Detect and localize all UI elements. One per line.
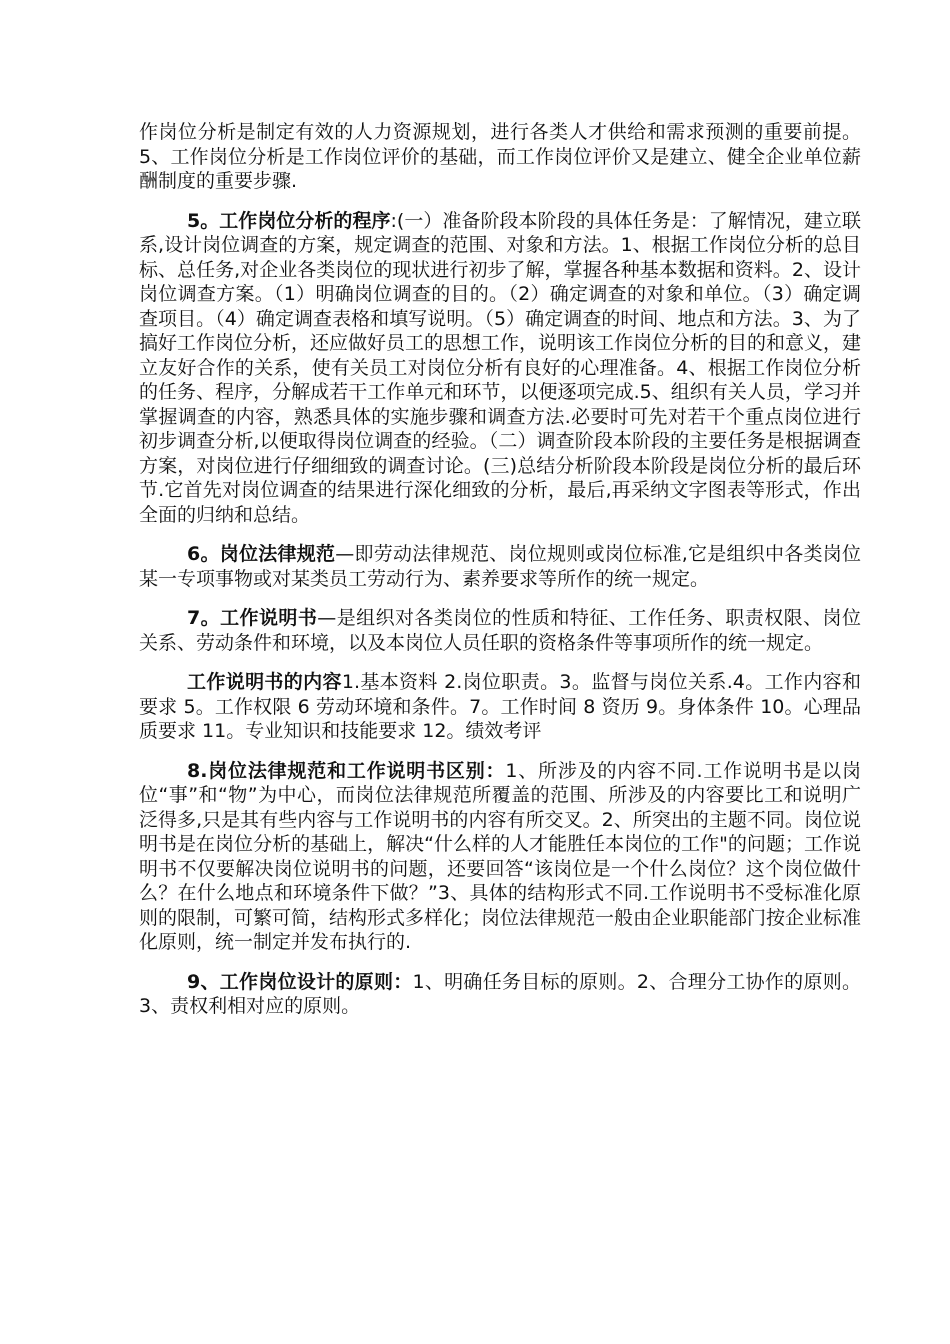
paragraph-text: —即劳动法律规范、岗位规则或岗位标准,它是组织中各类岗位某一专项事物或对某类员工劳动行为、素养要求等所作的统一规定。 xyxy=(139,543,861,590)
paragraph-heading: 9、工作岗位设计的原则： xyxy=(187,970,413,993)
paragraph-heading: 8.岗位法律规范和工作说明书区别： xyxy=(187,759,506,782)
paragraph-text: 作岗位分析是制定有效的人力资源规划，进行各类人才供给和需求预测的重要前提。5、工作岗位分析是工作岗位评价的基础，而工作岗位评价又是建立、健全企业单位薪酬制度的重要步骤. xyxy=(139,121,861,192)
paragraph-differences xyxy=(139,759,861,955)
paragraph-text: 1.基本资料 2.岗位职责。3。监督与岗位关系.4。工作内容和要求 5。工作权限 6 劳动环境和条件。7。工作时间 8 资历 9。身体条件 10。心理品质要求 11。专业知识和技能要求 12。绩效考评 xyxy=(139,671,861,742)
paragraph-text: 1、所涉及的内容不同.工作说明书是以岗位“事”和“物”为中心，而岗位法律规范所覆盖的范围、所涉及的内容要比工和说明广泛得多,只是其有些内容与工作说明书的内容有所交叉。2、所突出的主题不同。岗位说明书是在岗位分析的基础上，解决“什么样的人才能胜任本岗位的工作"的问题；工作说明书不仅要解决岗位说明书的问题，还要回答“该岗位是一个什么岗位？这个岗位做什么？在什么地点和环境条件下做？”3、具体的结构形式不同.工作说明书不受标准化原则的限制，可繁可简，结构形式多样化；岗位法律规范一般由企业职能部门按企业标准化原则，统一制定并发布执行的. xyxy=(139,759,862,953)
paragraph-job-description-contents xyxy=(139,670,861,744)
paragraph-heading: 5。工作岗位分析的程序 xyxy=(187,209,391,232)
paragraph-text: 1、明确任务目标的原则。2、合理分工协作的原则。3、责权利相对应的原则。 xyxy=(139,970,861,1017)
paragraph-heading: 工作说明书的内容 xyxy=(187,671,342,693)
paragraph-job-legal-norms xyxy=(139,542,861,591)
paragraph-heading: 7。工作说明书 xyxy=(187,607,318,629)
paragraph-job-description xyxy=(139,606,861,655)
paragraph-text: —是组织对各类岗位的性质和特征、工作任务、职责权限、岗位关系、劳动条件和环境，以及本岗位人员任职的资格条件等事项所作的统一规定。 xyxy=(139,607,861,654)
paragraph-text: :(一）准备阶段本阶段的具体任务是：了解情况，建立联系,设计岗位调查的方案，规定调查的范围、对象和方法。1、根据工作岗位分析的总目标、总任务,对企业各类岗位的现状进行初步了解，掌握各种基本数据和资料。2、设计岗位调查方案。（1）明确岗位调查的目的。（2）确定调查的对象和单位。（3）确定调查项目。（4）确定调查表格和填写说明。（5）确定调查的时间、地点和方法。3、为了搞好工作岗位分析，还应做好员工的思想工作，说明该工作岗位分析的目的和意义，建立友好合作的关系，使有关员工对岗位分析有良好的心理准备。4、根据工作岗位分析的任务、程序，分解成若干工作单元和环节，以便逐项完成.5、组织有关人员，学习并掌握调查的内容，熟悉具体的实施步骤和调查方法.必要时可先对若干个重点岗位进行初步调查分析,以便取得岗位调查的经验。（二）调查阶段本阶段的主要任务是根据调查方案，对岗位进行仔细细致的调查讨论。(三)总结分析阶段本阶段是岗位分析的最后环节.它首先对岗位调查的结果进行深化细致的分析，最后,再采纳文字图表等形式，作出全面的归纳和总结。 xyxy=(139,209,862,526)
paragraph-heading: 6。岗位法律规范 xyxy=(187,543,336,565)
paragraph-job-design-principles xyxy=(139,970,861,1019)
paragraph-continuation xyxy=(139,120,861,194)
document-page xyxy=(139,120,861,1034)
paragraph-job-analysis-procedure xyxy=(139,209,861,528)
